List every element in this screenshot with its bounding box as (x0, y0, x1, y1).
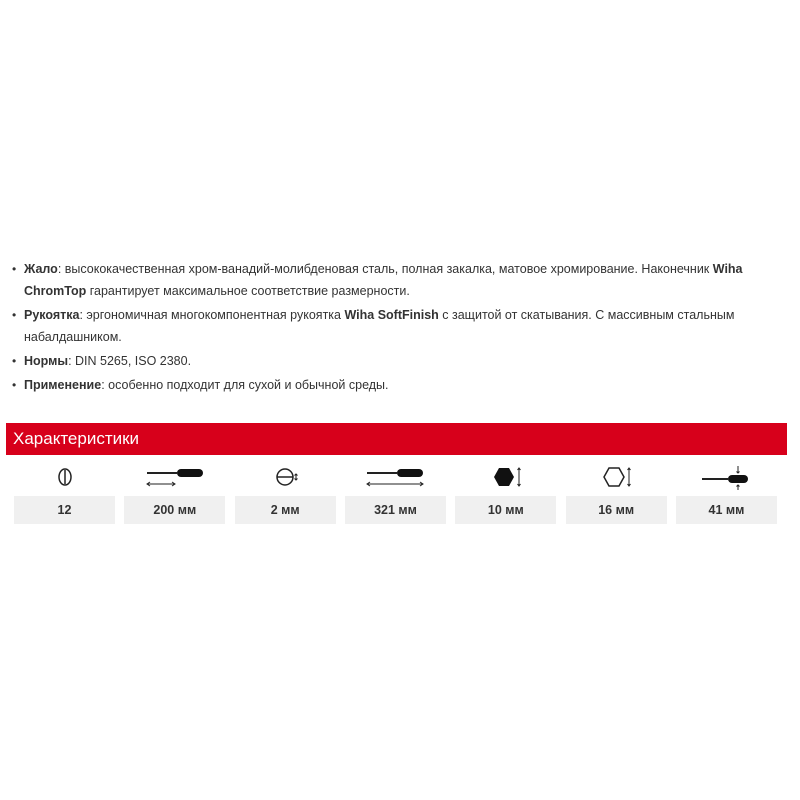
bullet-icon: • (12, 262, 17, 276)
spec-value: 10 мм (455, 496, 556, 524)
specs-row (14, 462, 777, 524)
spec-value: 41 мм (676, 496, 777, 524)
bullet-icon: • (12, 308, 17, 322)
bullet-icon: • (12, 354, 17, 368)
spec-hex-outline (566, 462, 667, 524)
feature-brand: Wiha ChromTop (24, 262, 743, 298)
spec-value: 16 мм (566, 496, 667, 524)
bullet-icon: • (12, 378, 17, 392)
section-title-characteristics: Характеристики (6, 423, 787, 455)
spec-blade-thickness (235, 462, 336, 524)
feature-text: : DIN 5265, ISO 2380. (68, 354, 192, 368)
spec-hex-filled (455, 462, 556, 524)
feature-label: Жало (24, 262, 58, 276)
spec-value: 321 мм (345, 496, 446, 524)
spec-value: 2 мм (235, 496, 336, 524)
feature-item-tip (10, 258, 780, 302)
feature-brand: Wiha SoftFinish (344, 308, 439, 322)
feature-text: : эргономичная многокомпонентная рукоятка (79, 308, 345, 322)
spec-total-length (345, 462, 446, 524)
hex-filled-icon (488, 462, 524, 492)
feature-text: : особенно подходит для сухой и обычной среды. (101, 378, 389, 392)
feature-label: Рукоятка (24, 308, 80, 322)
slotted-tip-icon (55, 462, 75, 492)
feature-text: с защитой от скатывания. С массивным стальным набалдашником. (24, 308, 735, 344)
feature-item-norms (10, 350, 780, 372)
handle-diameter-icon (698, 462, 754, 492)
feature-item-usage (10, 374, 780, 396)
total-length-icon (363, 462, 427, 492)
spec-value: 12 (14, 496, 115, 524)
features-list (10, 258, 780, 398)
blade-length-icon (143, 462, 207, 492)
spec-tip-size (14, 462, 115, 524)
blade-thickness-icon (270, 462, 300, 492)
feature-text: гарантирует максимальное соответствие размерности. (86, 284, 410, 298)
spec-blade-length (124, 462, 225, 524)
feature-label: Применение (24, 378, 102, 392)
spec-value: 200 мм (124, 496, 225, 524)
feature-item-handle (10, 304, 780, 348)
spec-handle-diameter (676, 462, 777, 524)
feature-label: Нормы (24, 354, 69, 368)
feature-text: : высококачественная хром-ванадий-молибденовая сталь, полная закалка, матовое хромирование. Наконечник (57, 262, 713, 276)
hex-outline-icon (598, 462, 634, 492)
